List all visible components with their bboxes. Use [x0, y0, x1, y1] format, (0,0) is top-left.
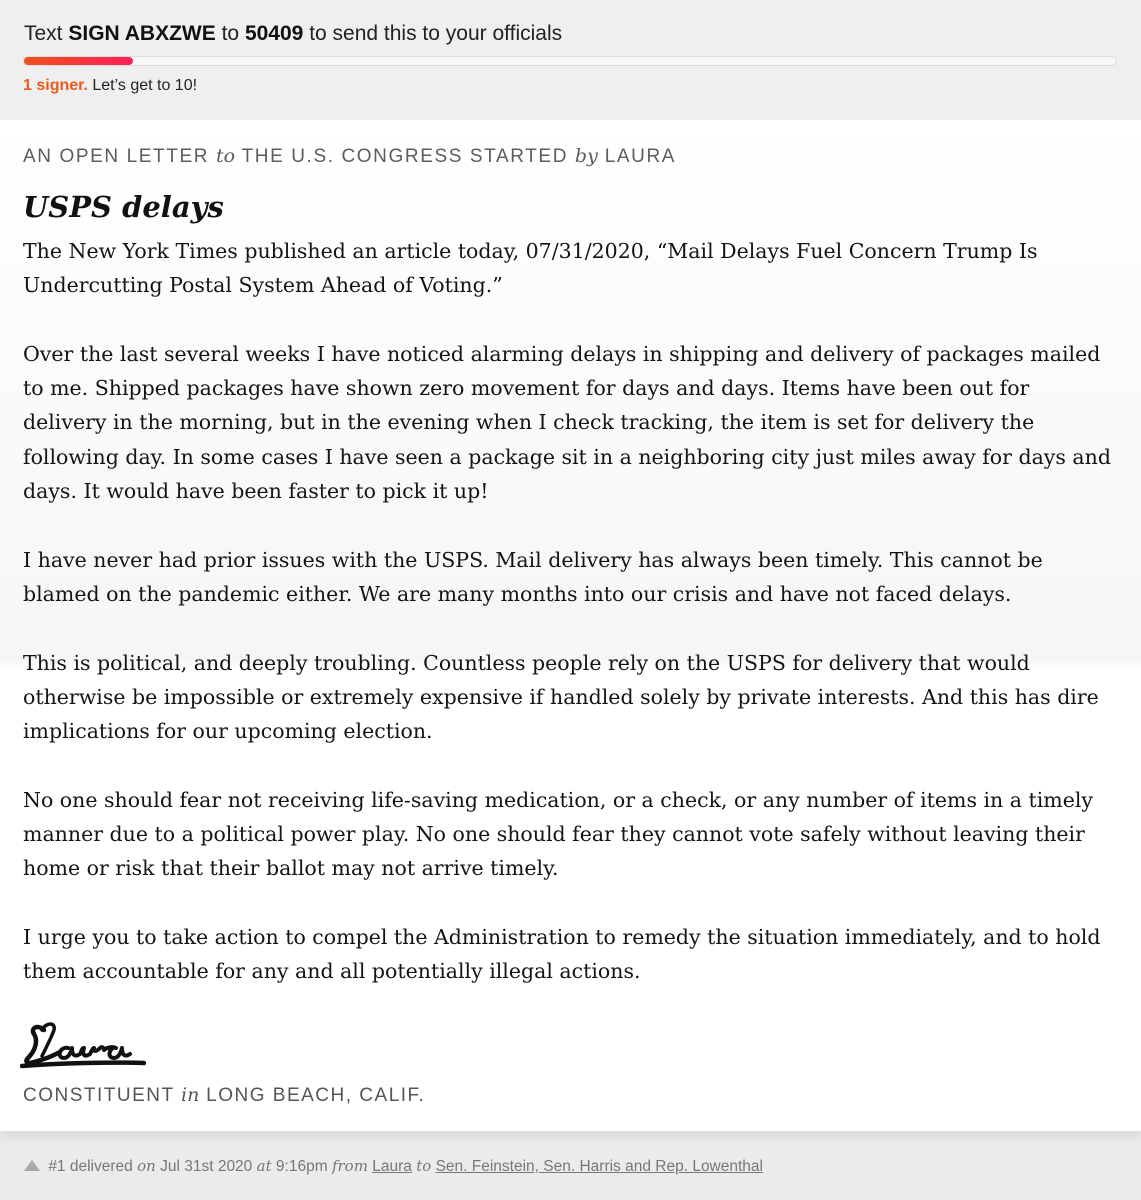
letter-paragraph: This is political, and deeply troubling. Countless people rely on the USPS for delivery that would otherwise be impossible or extremely expensive if handled solely by private interests. And this has dire implications for our upcoming election.: [23, 650, 1099, 744]
kicker-recipient: THE U.S. CONGRESS STARTED: [241, 146, 569, 167]
constituent-location: [23, 1084, 425, 1107]
letter-card: [0, 120, 1141, 1131]
kicker-author: LAURA: [604, 146, 677, 167]
letter-paragraph: I urge you to take action to compel the Administration to remedy the situation immediately, and to hold them accountable for any and all potentially illegal actions.: [23, 924, 1101, 984]
delivery-date: Jul 31st 2020: [160, 1158, 253, 1175]
delivery-info: [24, 1157, 763, 1176]
constituent-in: in: [181, 1084, 200, 1106]
delivery-number: #1 delivered: [48, 1158, 133, 1175]
triangle-up-icon: [24, 1160, 40, 1171]
footer-on: on: [137, 1157, 156, 1175]
recipients-link[interactable]: Sen. Feinstein, Sen. Harris and Rep. Lowenthal: [435, 1158, 763, 1175]
signer-status: [23, 77, 197, 95]
text-to-sign-instruction: [24, 22, 562, 46]
kicker-by: by: [574, 145, 598, 167]
kicker-open-letter: AN OPEN LETTER: [23, 146, 210, 167]
signer-goal: Let’s get to 10!: [92, 77, 198, 94]
cta-prefix: Text: [24, 22, 63, 45]
letter-paragraph: I have never had prior issues with the USPS. Mail delivery has always been timely. This cannot be blamed on the pandemic either. We are many months into our crisis and have not faced delays.: [23, 547, 1043, 606]
signature-image: [20, 1018, 146, 1076]
letter-paragraph: No one should fear not receiving life-saving medication, or a check, or any number of items in a timely manner due to a political power play. No one should fear they cannot vote safely without leaving their home or risk that their ballot may not arrive timely.: [23, 787, 1094, 881]
signer-progress-bar: [23, 56, 1117, 66]
sms-keyword: SIGN ABXZWE: [68, 22, 216, 45]
letter-body: [23, 234, 1117, 1023]
signer-progress-fill: [24, 57, 133, 65]
constituent-city: LONG BEACH, CALIF.: [206, 1085, 426, 1106]
footer-to: to: [416, 1157, 432, 1175]
footer-at: at: [256, 1157, 272, 1175]
author-link[interactable]: Laura: [372, 1158, 412, 1175]
sms-signup-bar: [0, 0, 1141, 120]
delivery-time: 9:16pm: [275, 1158, 328, 1175]
letter-paragraph: Over the last several weeks I have noticed alarming delays in shipping and delivery of packages mailed to me. Shipped packages have shown zero movement for days and days. Items have been out for delivery in the morning, but in the evening when I check tracking, the item is set for delivery the following day. In some cases I have seen a package sit in a neighboring city just miles away for days and days. It would have been faster to pick it up!: [23, 341, 1111, 504]
sms-number: 50409: [244, 22, 304, 45]
letter-title: USPS delays: [23, 190, 224, 224]
letter-paragraph: The New York Times published an article today, 07/31/2020, “Mail Delays Fuel Concern Trump Is Undercutting Postal System Ahead of Voting.”: [23, 239, 1038, 298]
footer-from: from: [331, 1157, 368, 1175]
signer-count: 1 signer.: [23, 77, 88, 94]
cta-suffix: to send this to your officials: [309, 22, 563, 45]
kicker-to: to: [215, 145, 236, 167]
cta-to: to: [221, 22, 240, 45]
letter-kicker: [23, 145, 676, 168]
constituent-label: CONSTITUENT: [23, 1085, 175, 1106]
